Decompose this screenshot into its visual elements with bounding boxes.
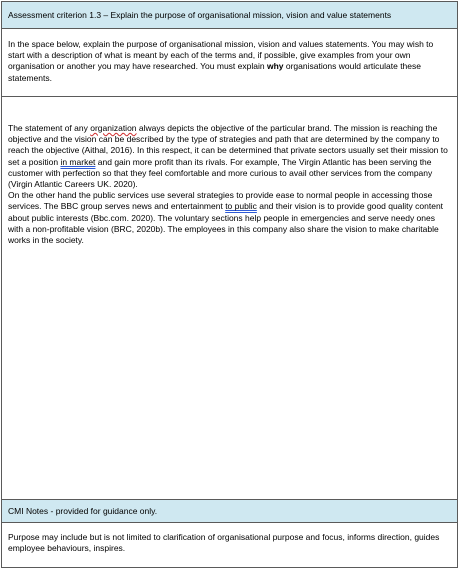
instructions-text-end: organisations would articulate these statements. <box>8 61 421 83</box>
answer-text: always depicts the objective of the particular brand. The mission is reaching the objective and the vision can be described by the type of strategies and path that are determined by the company to reach the objective (Aithal, 2016). In this respect, it can be determined that private sectors usually set their mission to set a position <box>8 123 448 167</box>
grammar-flag[interactable]: to public <box>225 201 257 212</box>
spelling-flag[interactable]: organization <box>90 123 137 133</box>
answer-paragraph-1 <box>8 123 451 190</box>
criterion-title: Assessment criterion 1.3 – Explain the purpose of organisational mission, vision and value statements <box>8 10 392 20</box>
answer-text: On the other hand the public services use several strategies to provide ease to normal people in accessing those services. The BBC group serves news and entertainment <box>8 190 433 212</box>
instructions-cell <box>2 29 457 97</box>
criterion-header <box>2 2 457 29</box>
notes-title: CMI Notes - provided for guidance only. <box>8 506 158 516</box>
answer-text: and gain more profit than its rivals. For example, The Virgin Atlantic has been serving the customer with perfection so that they feel comfortable and more curious to avail other services from the company (Virgin Atlantic Careers UK. 2020). <box>8 156 433 190</box>
answer-cell[interactable] <box>2 97 457 500</box>
instructions-emphasis: why <box>266 61 284 72</box>
assessment-table <box>1 1 458 568</box>
notes-header <box>2 500 457 523</box>
answer-text: The statement of any <box>8 123 91 133</box>
answer-paragraph-2 <box>8 190 451 246</box>
grammar-flag[interactable]: in market <box>60 156 96 167</box>
answer-text: and their vision is to provide good quality content about public interests (Bbc.com. 2020). The voluntary sections help people in emergencies and serve needy ones with a non-profitable vision (BRC, 2020b). The employees in this company also share the vision to make charitable works in the society. <box>8 201 444 246</box>
notes-cell <box>2 523 457 567</box>
notes-text: Purpose may include but is not limited to clarification of organisational purpose and focus, informs direction, guides employee behaviours, inspires. <box>8 532 440 554</box>
instructions-text: In the space below, explain the purpose of organisational mission, vision and values statements. You may wish to start with a description of what is meant by each of the terms and, if possible, give examples from your own organisation or another you may have researched. You must explain <box>8 39 434 72</box>
